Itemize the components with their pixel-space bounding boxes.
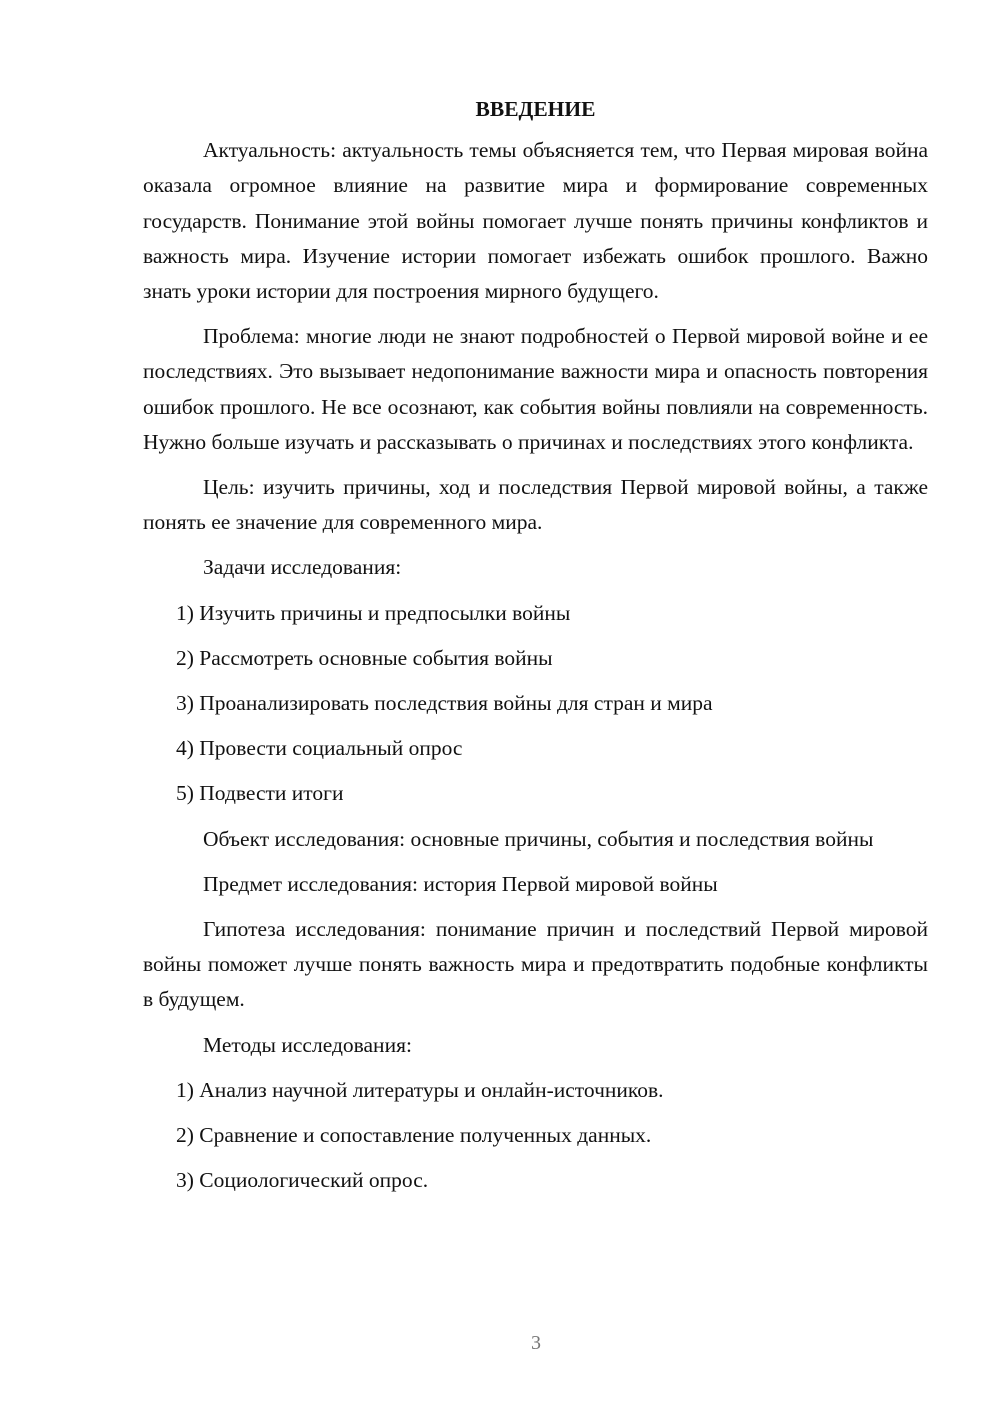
method-item: 3) Социологический опрос.: [176, 1168, 429, 1193]
task-item: 2) Рассмотреть основные события войны: [176, 645, 553, 670]
task-item: 5) Подвести итоги: [176, 781, 344, 806]
methods-list: [143, 1073, 928, 1199]
methods-heading: Методы исследования:: [203, 1032, 412, 1057]
task-item: 1) Изучить причины и предпосылки войны: [176, 600, 571, 625]
hypothesis-paragraph: Гипотеза исследования: понимание причин и последствий Первой мировой войны поможет лучше понять важность мира и предотвратить подобные конфликты в будущем.: [143, 917, 928, 1012]
relevance-paragraph: Актуальность: актуальность темы объясняется тем, что Первая мировая война оказала огромное влияние на развитие мира и формирование современных государств. Понимание этой войны помогает лучше понять причины конфликтов и важность мира. Изучение истории помогает избежать ошибок прошлого. Важно знать уроки истории для построения мирного будущего.: [143, 138, 928, 304]
tasks-list: [143, 596, 928, 812]
research-object-paragraph: Объект исследования: основные причины, события и последствия войны: [203, 826, 874, 851]
goal-paragraph: Цель: изучить причины, ход и последствия Первой мировой войны, а также понять ее значение для современного мира.: [143, 475, 928, 535]
method-item: 1) Анализ научной литературы и онлайн-источников.: [176, 1077, 664, 1102]
research-subject-paragraph: Предмет исследования: история Первой мировой войны: [203, 871, 718, 896]
section-title: ВВЕДЕНИЕ: [475, 97, 596, 121]
method-item: 2) Сравнение и сопоставление полученных данных.: [176, 1123, 652, 1148]
page-number: 3: [531, 1332, 541, 1354]
page-content: [143, 92, 928, 1208]
problem-paragraph: Проблема: многие люди не знают подробностей о Первой мировой войне и ее последствиях. Это вызывает недопонимание важности мира и опасность повторения ошибок прошлого. Не все осознают, как события войны повлияли на современность. Нужно больше изучать и рассказывать о причинах и последствиях этого конфликта.: [143, 324, 928, 454]
tasks-heading: Задачи исследования:: [203, 555, 402, 580]
task-item: 4) Провести социальный опрос: [176, 736, 463, 761]
task-item: 3) Проанализировать последствия войны для стран и мира: [176, 691, 713, 716]
